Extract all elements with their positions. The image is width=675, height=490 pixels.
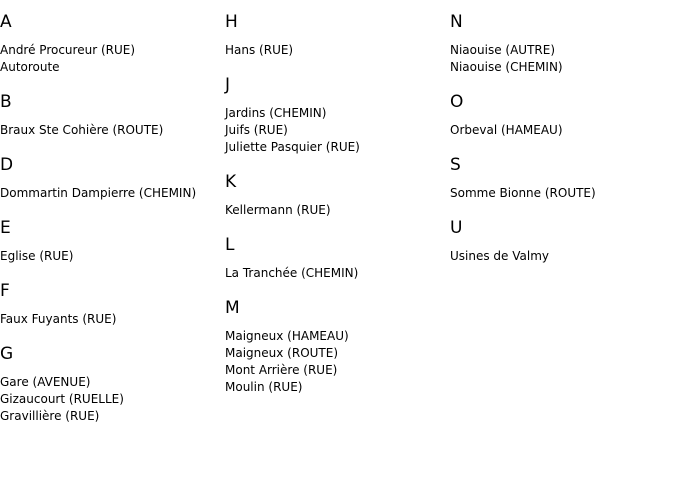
letter-heading: O — [450, 92, 464, 112]
letter-group-b — [0, 92, 220, 139]
street-item[interactable]: Autoroute — [0, 60, 60, 74]
street-list — [225, 202, 445, 219]
letter-group-j — [225, 75, 445, 156]
street-item[interactable]: Niaouise (CHEMIN) — [450, 60, 563, 74]
street-item[interactable]: Gravillière (RUE) — [0, 409, 100, 423]
letter-heading: N — [450, 12, 463, 32]
street-list — [0, 248, 220, 265]
index-column-3 — [450, 12, 670, 281]
letter-heading: H — [225, 12, 238, 32]
street-item[interactable]: André Procureur (RUE) — [0, 43, 136, 57]
street-list — [225, 265, 445, 282]
street-item[interactable]: Niaouise (AUTRE) — [450, 43, 555, 57]
street-item[interactable]: Gare (AVENUE) — [0, 375, 91, 389]
street-list — [0, 185, 220, 202]
letter-heading: B — [0, 92, 12, 112]
street-list — [450, 42, 670, 76]
street-list — [0, 122, 220, 139]
letter-group-a — [0, 12, 220, 76]
street-list — [0, 311, 220, 328]
letter-heading: E — [0, 218, 11, 238]
street-item[interactable]: Jardins (CHEMIN) — [225, 106, 327, 120]
street-list — [0, 374, 220, 425]
street-item[interactable]: Faux Fuyants (RUE) — [0, 312, 117, 326]
street-list — [450, 185, 670, 202]
letter-heading: S — [450, 155, 461, 175]
letter-group-o — [450, 92, 670, 139]
letter-group-d — [0, 155, 220, 202]
letter-heading: L — [225, 235, 235, 255]
letter-group-n — [450, 12, 670, 76]
street-item[interactable]: Mont Arrière (RUE) — [225, 363, 338, 377]
letter-group-s — [450, 155, 670, 202]
letter-heading: J — [225, 75, 231, 95]
letter-group-l — [225, 235, 445, 282]
street-list — [450, 248, 670, 265]
letter-heading: K — [225, 172, 237, 192]
street-item[interactable]: Hans (RUE) — [225, 43, 294, 57]
letter-group-m — [225, 298, 445, 396]
street-list — [225, 105, 445, 156]
street-list — [450, 122, 670, 139]
street-list — [225, 328, 445, 396]
letter-group-g — [0, 344, 220, 425]
letter-group-h — [225, 12, 445, 59]
street-item[interactable]: Juliette Pasquier (RUE) — [225, 140, 360, 154]
letter-heading: F — [0, 281, 10, 301]
letter-heading: G — [0, 344, 14, 364]
letter-group-k — [225, 172, 445, 219]
street-item[interactable]: Usines de Valmy — [450, 249, 549, 263]
street-item[interactable]: Braux Ste Cohière (ROUTE) — [0, 123, 164, 137]
index-column-1 — [0, 12, 220, 441]
street-item[interactable]: Dommartin Dampierre (CHEMIN) — [0, 186, 197, 200]
street-item[interactable]: Gizaucourt (RUELLE) — [0, 392, 124, 406]
letter-heading: A — [0, 12, 12, 32]
street-item[interactable]: Orbeval (HAMEAU) — [450, 123, 563, 137]
letter-group-u — [450, 218, 670, 265]
street-list — [0, 42, 220, 76]
letter-group-f — [0, 281, 220, 328]
street-item[interactable]: La Tranchée (CHEMIN) — [225, 266, 359, 280]
letter-group-e — [0, 218, 220, 265]
street-item[interactable]: Kellermann (RUE) — [225, 203, 331, 217]
letter-heading: D — [0, 155, 14, 175]
street-item[interactable]: Maigneux (ROUTE) — [225, 346, 339, 360]
street-item[interactable]: Eglise (RUE) — [0, 249, 74, 263]
street-item[interactable]: Somme Bionne (ROUTE) — [450, 186, 596, 200]
street-list — [225, 42, 445, 59]
letter-heading: U — [450, 218, 463, 238]
index-column-2 — [225, 12, 445, 412]
street-item[interactable]: Juifs (RUE) — [225, 123, 288, 137]
letter-heading: M — [225, 298, 240, 318]
street-item[interactable]: Moulin (RUE) — [225, 380, 303, 394]
street-item[interactable]: Maigneux (HAMEAU) — [225, 329, 349, 343]
